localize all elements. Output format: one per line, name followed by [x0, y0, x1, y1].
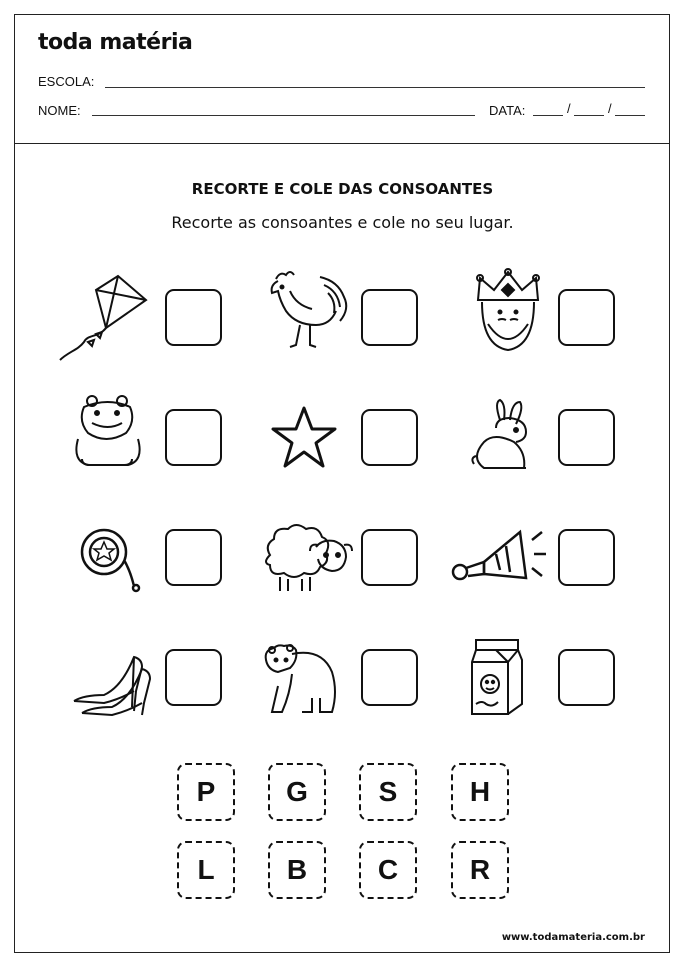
horn-icon [450, 528, 546, 590]
school-label: ESCOLA: [38, 74, 95, 89]
paste-box[interactable] [361, 649, 418, 706]
paste-box[interactable] [558, 409, 615, 466]
paste-box[interactable] [558, 289, 615, 346]
date-label: DATA: [489, 103, 526, 118]
rabbit-icon [470, 398, 536, 476]
paste-box[interactable] [558, 649, 615, 706]
paste-box[interactable] [361, 409, 418, 466]
letter-card-l[interactable]: L [177, 841, 235, 899]
paste-box[interactable] [361, 529, 418, 586]
worksheet-title: RECORTE E COLE DAS CONSOANTES [191, 180, 494, 198]
letter-card-r[interactable]: R [451, 841, 509, 899]
sheep-icon [262, 525, 354, 595]
school-field[interactable] [105, 87, 645, 88]
name-field[interactable] [92, 115, 475, 116]
date-day-field[interactable] [533, 115, 563, 116]
paste-box[interactable] [558, 529, 615, 586]
hippo-icon [70, 393, 154, 469]
page-frame [14, 14, 670, 953]
kite-icon [58, 272, 150, 364]
paste-box[interactable] [165, 409, 222, 466]
brand-logo: toda matéria [38, 30, 193, 55]
date-separator: / [567, 101, 571, 116]
paste-box[interactable] [165, 529, 222, 586]
bear-icon [262, 640, 338, 718]
letter-card-s[interactable]: S [359, 763, 417, 821]
letter-card-c[interactable]: C [359, 841, 417, 899]
date-year-field[interactable] [615, 115, 645, 116]
worksheet-instruction: Recorte as consoantes e cole no seu lugar. [171, 213, 514, 232]
king-icon [470, 268, 546, 356]
letter-card-p[interactable]: P [177, 763, 235, 821]
date-separator: / [608, 101, 612, 116]
rooster-icon [262, 267, 354, 351]
letter-card-g[interactable]: G [268, 763, 326, 821]
star-icon [270, 405, 338, 469]
paste-box[interactable] [165, 289, 222, 346]
footer-url: www.todamateria.com.br [501, 932, 645, 943]
shoes-icon [72, 655, 152, 717]
letter-card-h[interactable]: H [451, 763, 509, 821]
yoyo-icon [80, 528, 146, 592]
paste-box[interactable] [165, 649, 222, 706]
letter-card-b[interactable]: B [268, 841, 326, 899]
name-label: NOME: [38, 103, 81, 118]
paste-box[interactable] [361, 289, 418, 346]
header-divider [14, 143, 670, 144]
date-month-field[interactable] [574, 115, 604, 116]
milk-carton-icon [470, 638, 524, 718]
